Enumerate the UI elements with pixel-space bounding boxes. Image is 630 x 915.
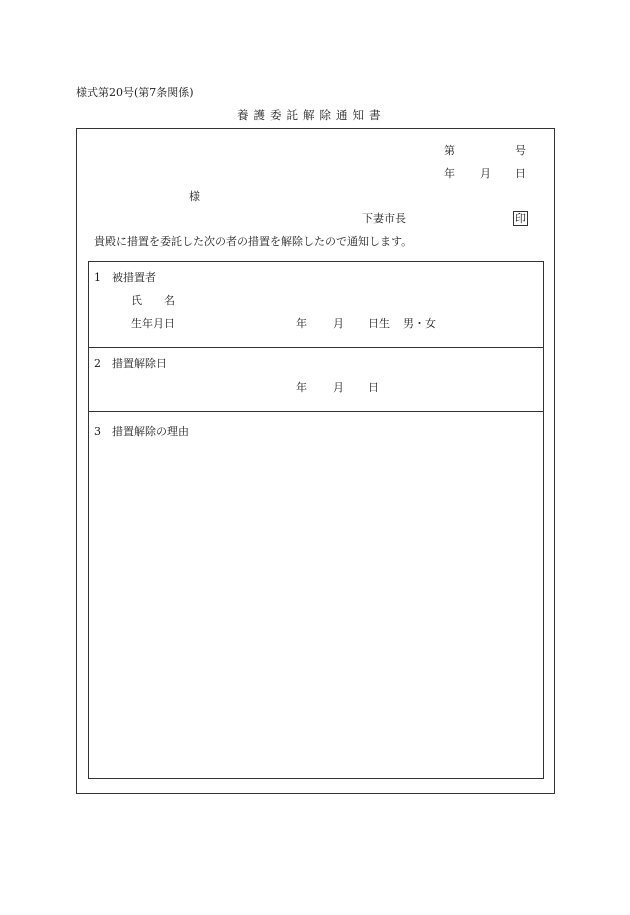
name-label-first: 氏 — [131, 294, 142, 307]
form-number-label: 様式第20号(第7条関係) — [76, 86, 194, 99]
reason-field — [89, 444, 543, 778]
section-divider — [88, 411, 544, 412]
birth-day-label: 日生 — [368, 317, 390, 330]
sex-options: 男・女 — [403, 317, 436, 330]
addressee-suffix: 様 — [189, 190, 200, 203]
release-month-label: 月 — [333, 381, 344, 394]
seal-mark: 印 — [515, 212, 526, 225]
section-person-heading: 1 被措置者 — [94, 271, 156, 284]
name-label-second: 名 — [164, 294, 175, 307]
document-number-suffix: 号 — [515, 144, 526, 157]
birth-year-label: 年 — [296, 317, 307, 330]
name-label — [131, 295, 175, 306]
birthdate-label: 生年月日 — [131, 317, 175, 330]
section-divider — [88, 347, 544, 348]
issuer-name: 下妻市長 — [362, 212, 406, 225]
section-release-date-heading: 2 措置解除日 — [94, 357, 167, 370]
release-year-label: 年 — [296, 381, 307, 394]
issue-month-label: 月 — [480, 167, 491, 180]
issue-day-label: 日 — [515, 167, 526, 180]
section-reason-heading: 3 措置解除の理由 — [94, 425, 189, 438]
issue-year-label: 年 — [444, 167, 455, 180]
document-number-prefix: 第 — [444, 144, 455, 157]
notice-text: 貴殿に措置を委託した次の者の措置を解除したので通知します。 — [94, 235, 413, 248]
document-title: 養護委託解除通知書 — [237, 108, 386, 122]
birth-month-label: 月 — [333, 317, 344, 330]
release-day-label: 日 — [368, 381, 379, 394]
